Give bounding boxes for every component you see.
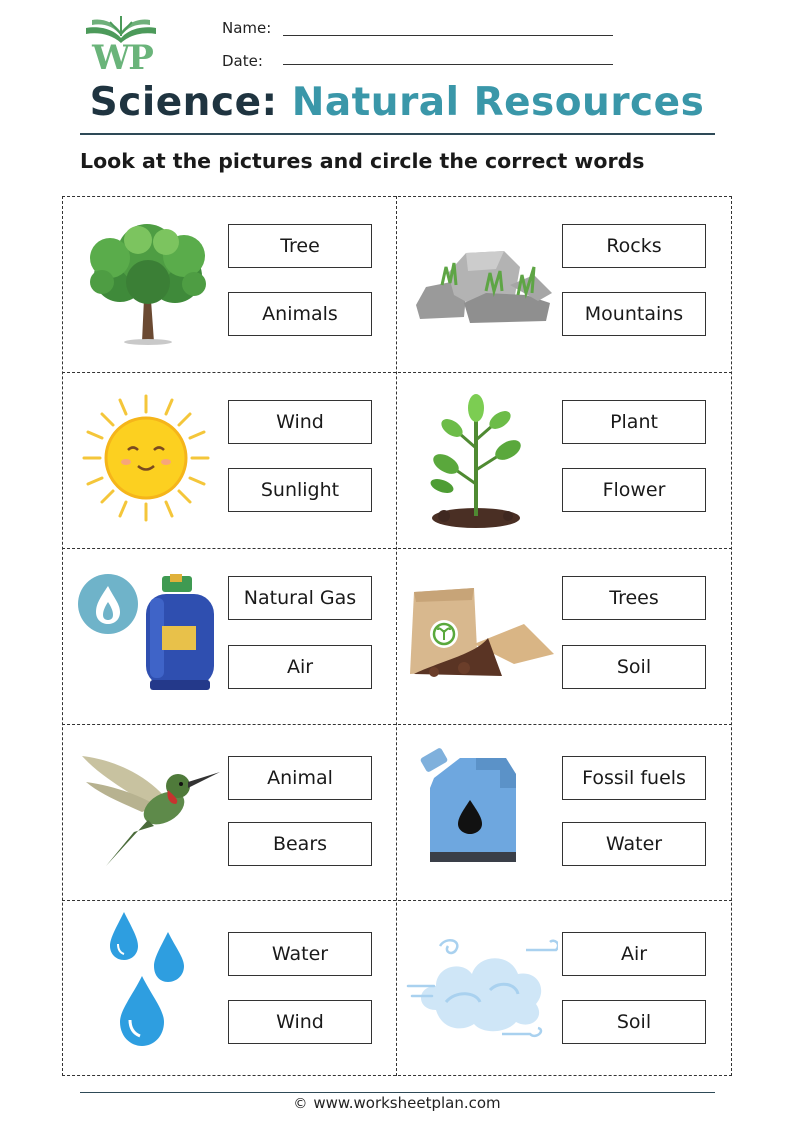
logo-text: WP (92, 38, 152, 78)
tree-icon (80, 218, 215, 350)
option-box[interactable]: Soil (562, 645, 706, 689)
grid-divider (62, 372, 732, 373)
option-box[interactable]: Trees (562, 576, 706, 620)
name-label: Name: (222, 19, 272, 37)
option-box[interactable]: Soil (562, 1000, 706, 1044)
option-box[interactable]: Flower (562, 468, 706, 512)
oil-can-icon (420, 748, 520, 870)
option-box[interactable]: Water (228, 932, 372, 976)
option-box[interactable]: Bears (228, 822, 372, 866)
option-box[interactable]: Plant (562, 400, 706, 444)
title-divider (80, 133, 715, 135)
option-box[interactable]: Animals (228, 292, 372, 336)
option-box[interactable]: Air (228, 645, 372, 689)
option-box[interactable]: Water (562, 822, 706, 866)
wind-cloud-icon (406, 930, 558, 1044)
grid-divider (62, 548, 732, 549)
option-box[interactable]: Sunlight (228, 468, 372, 512)
grid-divider (62, 724, 732, 725)
water-drops-icon (104, 910, 194, 1056)
footer (0, 1094, 794, 1112)
copyright-icon: © (293, 1096, 308, 1112)
date-line[interactable] (283, 64, 613, 65)
grid-divider-vertical (396, 196, 397, 1076)
option-box[interactable]: Air (562, 932, 706, 976)
option-box[interactable]: Mountains (562, 292, 706, 336)
option-box[interactable]: Animal (228, 756, 372, 800)
option-box[interactable]: Fossil fuels (562, 756, 706, 800)
hummingbird-icon (76, 746, 222, 874)
option-box[interactable]: Rocks (562, 224, 706, 268)
rocks-icon (406, 245, 556, 334)
plant-icon (424, 390, 528, 536)
title-main: Natural Resources (291, 80, 705, 125)
grid-divider (62, 900, 732, 901)
instructions: Look at the pictures and circle the correct words (80, 149, 645, 173)
title-prefix: Science: (89, 80, 278, 125)
gas-cylinder-icon (78, 572, 218, 698)
sun-icon (80, 392, 212, 528)
date-label: Date: (222, 52, 263, 70)
option-box[interactable]: Wind (228, 1000, 372, 1044)
option-box[interactable]: Wind (228, 400, 372, 444)
soil-sack-icon (404, 584, 556, 688)
option-box[interactable]: Natural Gas (228, 576, 372, 620)
option-box[interactable]: Tree (228, 224, 372, 268)
logo (80, 12, 162, 80)
footer-website[interactable]: www.worksheetplan.com (313, 1094, 501, 1112)
page-title (0, 80, 794, 125)
footer-divider (80, 1092, 715, 1093)
name-line[interactable] (283, 35, 613, 36)
